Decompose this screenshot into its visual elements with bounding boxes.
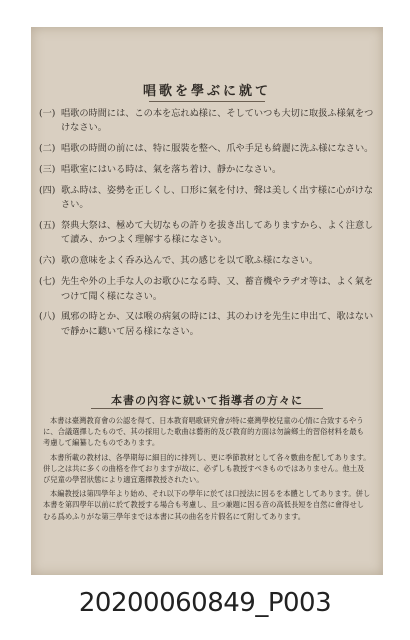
rule-text: 唱歌の時間の前には、特に服裝を整へ、爪や手足も綺麗に洗ふ様になさい。 xyxy=(61,143,374,155)
image-id-caption: 20200060849_P003 xyxy=(78,588,332,618)
document-page xyxy=(31,27,383,575)
rule-item xyxy=(39,107,375,136)
rule-item xyxy=(39,275,375,304)
title-underline xyxy=(149,101,265,102)
rule-number: (四) xyxy=(39,184,56,196)
document-title: 唱歌を學ぶに就て xyxy=(142,84,271,99)
rule-number: (三) xyxy=(39,164,56,176)
rule-number: (八) xyxy=(39,311,56,323)
rule-number: (一) xyxy=(39,108,56,119)
rule-item xyxy=(39,219,375,248)
rule-text: 唱歌室にはいる時は、氣を落ち着け、靜かになさい。 xyxy=(61,164,282,176)
rule-number: (六) xyxy=(39,255,56,267)
rule-text: 歌の意味をよく呑み込んで、其の感じを以て歌ふ様になさい。 xyxy=(61,255,319,267)
note-paragraph: 本書所載の教材は、各學期毎に細目的に排列し、更に季節教材として各々數曲を配してあります。併し之は共に多くの曲格を作ておりますが故に、必ずしも教授すべきものではありません。他土及び兒童の學習狀態により適宜選擇教授されたい。 xyxy=(43,452,371,485)
rule-text: 祭典大祭は、極めて大切なもの許りを拔き出してありますから、よく注意して讀み、かつよく理解する様になさい。 xyxy=(61,220,374,246)
rule-number: (五) xyxy=(39,220,56,232)
rule-text: 唱歌の時間には、この本を忘れぬ様に、そしていつも大切に取扱ふ様氣をつけなさい。 xyxy=(61,108,374,134)
rule-item xyxy=(39,310,375,339)
rule-item xyxy=(39,142,375,156)
notes-section xyxy=(43,415,371,525)
note-paragraph: 本書は臺灣教育會の公認を得て、日本教育唱歌研究會が特に臺灣學校兒童の心情に合致するやうに、合議選擇したもので、其の採用した歌曲は藝術的及び教育的方面は勿論鄉土的習俗材料を最も考慮して編纂したものであります。 xyxy=(43,416,364,448)
rule-text: 歌ふ時は、姿勢を正しくし、口形に氣を付け、聲は美しく出す様に心がけなさい。 xyxy=(61,184,374,211)
rules-list xyxy=(39,107,375,346)
rule-item xyxy=(39,184,375,213)
rule-number: (二) xyxy=(39,143,56,155)
rule-text: 先生や外の上手な人のお歌ひになる時、又、蓄音機やラヂオ等は、よく氣をつけて聞く様になさい。 xyxy=(61,276,374,302)
note-paragraph: 本編教授は第四學年より始め、それ以下の學年に於ては口授法に因るを本體としてあります。併し本書を第四學年以前に於て教授する場合も考慮し、且つ兼題に因る音の高低長短を自然に會得せしむる爲めふりがな第三學年までは本書に其の曲名を片假名にて附してあります。 xyxy=(43,489,371,521)
section-title: 本書の內容に就いて指導者の方々に xyxy=(111,394,303,407)
rule-number: (七) xyxy=(39,276,56,288)
rule-item xyxy=(39,163,375,177)
rule-text: 風邪の時とか、又は喉の病氣の時には、其のわけを先生に申出て、歌はないで靜かに聽いて居る様になさい。 xyxy=(61,311,374,337)
rule-item xyxy=(39,254,375,268)
section-underline xyxy=(91,408,323,409)
